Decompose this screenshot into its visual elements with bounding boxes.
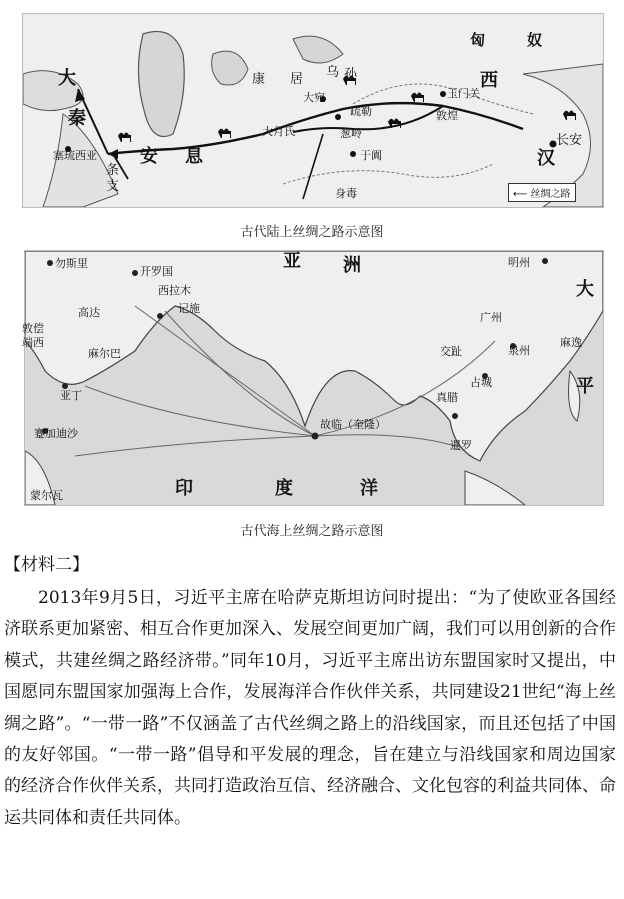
legend-arrow-icon: ⟵ [513,189,528,200]
map2-caption: 古代海上丝绸之路示意图 [240,524,384,539]
map1-label-dawan: 大宛 [303,91,325,104]
map1-label-kangju-1: 康 [252,72,266,87]
map2-label-manjia: 蹇加迪沙 [34,427,78,440]
map1-label-yuezhi: 大月氏 [262,125,295,138]
map2-label-mannila: 蒙尔瓦 [30,489,63,502]
map1-caption: 古代陆上丝绸之路示意图 [240,225,384,240]
map2-label-yang: 洋 [360,478,378,499]
map1-legend [508,183,576,202]
maritime-silk-road-map [24,250,604,506]
map1-label-yutian: 于阗 [360,149,382,162]
map1-label-anxi-1: 安 [140,146,158,167]
map1-label-xiongnu-2: 奴 [527,31,543,49]
map2-label-wusili: 勿斯里 [55,257,88,270]
map2-label-ya: 亚 [283,251,301,272]
map1-label-anxi-2: 息 [185,146,203,167]
map2-label-yading: 亚丁 [60,389,82,402]
map2-label-xianluo: 暹罗 [450,439,472,452]
map2-label-jiaozhi: 交趾 [440,345,462,358]
map1-label-wusun-2: 孙 [344,67,358,82]
map2-label-duwang-2: 端西 [22,336,44,349]
map2-label-duwang-1: 敦偿 [22,322,44,335]
map1-label-dunhuang: 敦煌 [436,109,458,122]
map1-label-tiaozhi-2: 支 [106,179,120,194]
map1-label-shule: 疏勒 [350,105,372,118]
map2-label-zhou: 洲 [343,255,361,276]
map2-label-xilamu: 西拉木 [158,284,191,297]
map1-label-daqin-1: 大 [58,68,76,89]
map2-label-da: 大 [576,279,594,300]
map1-label-kangju-2: 居 [290,72,304,87]
map1-label-wusun-1: 乌 [326,65,340,80]
legend-label: 丝绸之路 [530,189,571,200]
map2-label-kailuoguo: 开罗国 [140,265,173,278]
section-heading: 【材料二】 [4,555,89,575]
map1-label-han: 汉 [537,148,555,169]
map2-label-jidi: 记施 [178,302,200,315]
map1-label-yumen: 玉门关 [447,87,480,100]
map1-label-congling: 葱岭 [340,127,362,140]
map1-label-seleucia: 塞琉西亚 [53,149,97,162]
map1-label-xi: 西 [480,70,498,91]
map2-label-yin: 印 [175,478,193,499]
map1-label-tiaozhi-1: 条 [106,163,120,178]
map1-label-daqin-2: 秦 [68,108,86,129]
map2-label-mayi: 麻逸 [560,336,582,349]
map2-label-du: 度 [275,478,293,499]
sea-map-drawing [25,251,603,505]
map2-label-guli: 故临（奎隆） [320,418,386,431]
map2-label-maerba: 麻尔巴 [88,347,121,360]
map1-label-changan: 长安 [556,133,583,148]
map1-label-xiongnu-1: 匈 [470,31,486,49]
map2-label-zhenla: 真腊 [436,391,458,404]
map2-label-ping: 平 [576,376,594,397]
map2-label-zhancheng: 占城 [470,376,492,389]
map1-label-shendu: 身毒 [335,187,357,200]
map2-label-mingzhou: 明州 [508,256,530,269]
map2-label-guangzhou: 广州 [480,311,502,324]
map2-label-gaoda: 高达 [78,306,100,319]
map2-label-quanzhou: 泉州 [508,344,530,357]
material-body [4,583,616,834]
paragraph: 2013年9月5日，习近平主席在哈萨克斯坦访问时提出：“为了使欧亚各国经济联系更加紧密、相互合作更加深入、发展空间更加广阔，我们可以用创新的合作模式，共建丝绸之路经济带。”同年10月，习近平主席出访东盟国家时又提出，中国愿同东盟国家加强海上合作，发展海洋合作伙伴关系，共同建设21世纪“海上丝绸之路”。“一带一路”不仅涵盖了古代丝绸之路上的沿线国家，而且还包括了中国的友好邻国。“一带一路”倡导和平发展的理念，旨在建立与沿线国家和周边国家的经济合作伙伴关系，共同打造政治互信、经济融合、文化包容的利益共同体、命运共同体和责任共同体。 [4,588,616,828]
